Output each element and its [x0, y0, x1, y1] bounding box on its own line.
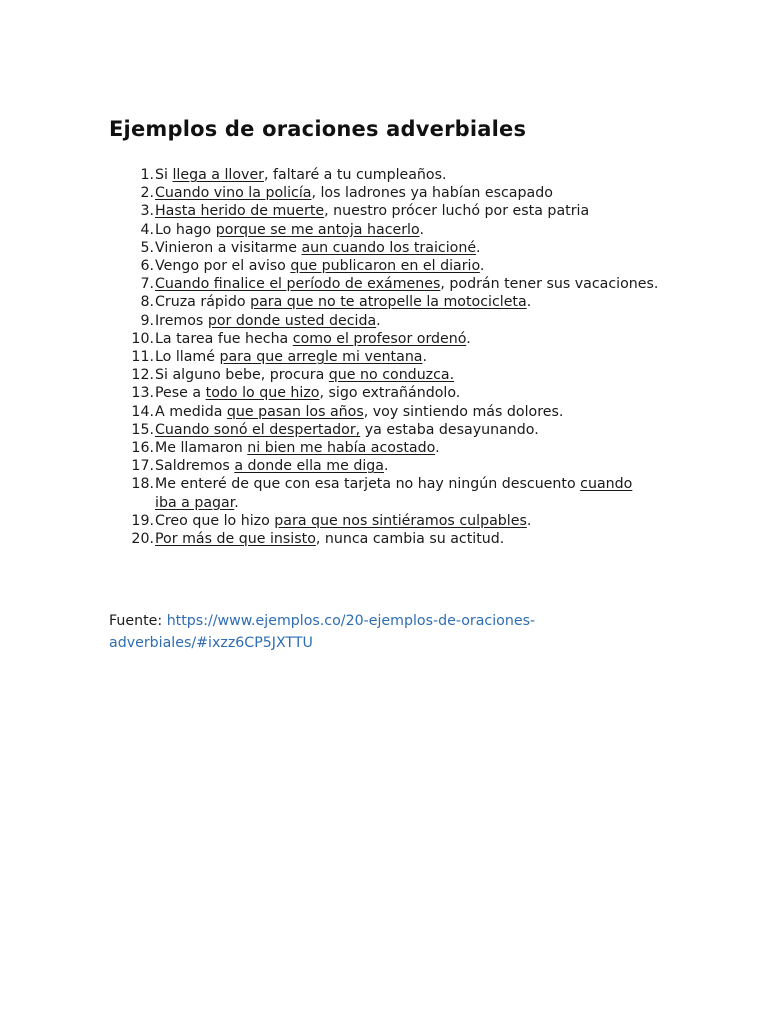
sentence-text: . [476, 239, 481, 256]
sentence-text: . [234, 494, 239, 511]
list-item-number: 17. [131, 458, 154, 475]
sentence-text: Me enteré de que con esa tarjeta no hay ningún descuento [155, 476, 581, 493]
list-item [0, 312, 768, 330]
list-item [0, 475, 768, 511]
list-item [0, 439, 768, 457]
sentence-text: Vinieron a visitarme [155, 239, 302, 256]
list-item-number: 10. [131, 330, 154, 347]
underlined-clause: cuando [580, 476, 633, 493]
sentence-text: , voy sintiendo más dolores. [363, 403, 564, 420]
sentence-text: . [466, 330, 471, 347]
sentence-text: Vengo por el aviso [155, 258, 291, 275]
list-item [0, 330, 768, 348]
sentence-text: , nuestro prócer luchó por esta patria [324, 203, 590, 220]
underlined-clause: Hasta herido de muerte [155, 203, 325, 220]
underlined-clause: que no conduzca. [328, 367, 455, 384]
sentence-text: La tarea fue hecha [155, 330, 293, 347]
sentence-text: Creo que lo hizo [155, 512, 275, 529]
list-item [0, 530, 768, 548]
list-item-number: 5. [140, 239, 154, 256]
list-item-number: 12. [131, 367, 154, 384]
source-link-line2: adverbiales/#ixzz6CP5JXTTU [109, 635, 313, 651]
sentence-text: Iremos [155, 312, 208, 329]
underlined-clause: que pasan los años [226, 403, 364, 420]
sentence-text: ya estaba desayunando. [360, 421, 539, 438]
list-item [0, 202, 768, 220]
sentence-text: . [383, 458, 389, 475]
list-item-number: 2. [140, 185, 154, 202]
list-item [0, 239, 768, 257]
underlined-clause: Cuando finalice el período de exámenes [155, 276, 441, 293]
list-item-number: 15. [131, 421, 154, 438]
page-title: Ejemplos de oraciones adverbiales [109, 117, 527, 141]
source-link[interactable] [109, 613, 535, 651]
list-item-number: 19. [131, 512, 154, 529]
list-item-number: 4. [140, 221, 154, 238]
underlined-clause: todo lo que hizo [205, 385, 320, 402]
list-item-number: 13. [131, 385, 154, 402]
underlined-clause: para que arregle mi ventana [219, 349, 423, 366]
list-item [0, 221, 768, 239]
list-item [0, 348, 768, 366]
source-block [109, 610, 669, 654]
sentence-text: Me llamaron [155, 440, 248, 457]
underlined-clause: Cuando vino la policía [155, 185, 312, 202]
list-item-number: 1. [140, 167, 154, 183]
underlined-clause: para que nos sintiéramos culpables [274, 512, 527, 529]
sentence-text: Lo hago [155, 221, 216, 238]
source-link-line1: https://www.ejemplos.co/20-ejemplos-de-oraciones- [166, 613, 536, 629]
list-item [0, 184, 768, 202]
list-item-number: 8. [140, 294, 154, 311]
underlined-clause: llega a llover [172, 167, 265, 183]
underlined-clause: que publicaron en el diario [290, 258, 480, 275]
sentence-text: A medida [155, 403, 227, 420]
list-item [0, 366, 768, 384]
source-label: Fuente: [109, 613, 167, 629]
underlined-clause: Por más de que insisto [155, 531, 316, 548]
list-item [0, 512, 768, 530]
list-item-number: 11. [131, 349, 154, 366]
sentence-text: Si alguno bebe, procura [155, 367, 329, 384]
list-item-number: 9. [140, 312, 154, 329]
underlined-clause: a donde ella me diga [234, 458, 384, 475]
sentence-text: Saldremos [155, 458, 235, 475]
underlined-clause: aun cuando los traicioné [301, 239, 477, 256]
list-item-number: 16. [131, 440, 154, 457]
list-item [0, 293, 768, 311]
underlined-clause: ni bien me había acostado [247, 440, 436, 457]
sentence-text: . [422, 349, 428, 366]
sentence-text: Pese a [155, 385, 206, 402]
underlined-clause: iba a pagar [155, 494, 235, 511]
underlined-clause: por donde usted decida [207, 312, 377, 329]
sentence-text: . [435, 440, 440, 457]
sentence-text: , faltaré a tu cumpleaños. [264, 167, 447, 183]
list-item [0, 457, 768, 475]
sentence-text: . [479, 258, 485, 275]
underlined-clause: porque se me antoja hacerlo [215, 221, 420, 238]
list-item-number: 18. [131, 476, 154, 493]
sentence-text: , nunca cambia su actitud. [315, 531, 505, 548]
list-item [0, 403, 768, 421]
sentence-text: Lo llamé [155, 349, 220, 366]
sentence-text: . [526, 512, 532, 529]
sentence-text: , sigo extrañándolo. [319, 385, 461, 402]
examples-list [0, 166, 768, 548]
sentence-text: Si [155, 167, 173, 183]
list-item-number: 3. [140, 203, 154, 220]
list-item-number: 14. [131, 403, 154, 420]
sentence-text: Cruza rápido [155, 294, 251, 311]
sentence-text: . [526, 294, 532, 311]
list-item-number: 6. [140, 258, 154, 275]
underlined-clause: para que no te atropelle la motocicleta [250, 294, 527, 311]
list-item [0, 384, 768, 402]
sentence-text: , los ladrones ya habían escapado [311, 185, 553, 202]
underlined-clause: como el profesor ordenó [292, 330, 467, 347]
list-item-number: 20. [131, 531, 154, 548]
sentence-text: . [419, 221, 424, 238]
sentence-text: . [376, 312, 381, 329]
list-item [0, 275, 768, 293]
underlined-clause: Cuando sonó el despertador, [155, 421, 361, 438]
sentence-text: , podrán tener sus vacaciones. [440, 276, 659, 293]
list-item [0, 257, 768, 275]
list-item [0, 421, 768, 439]
list-item [0, 166, 768, 184]
list-item-number: 7. [140, 276, 154, 293]
